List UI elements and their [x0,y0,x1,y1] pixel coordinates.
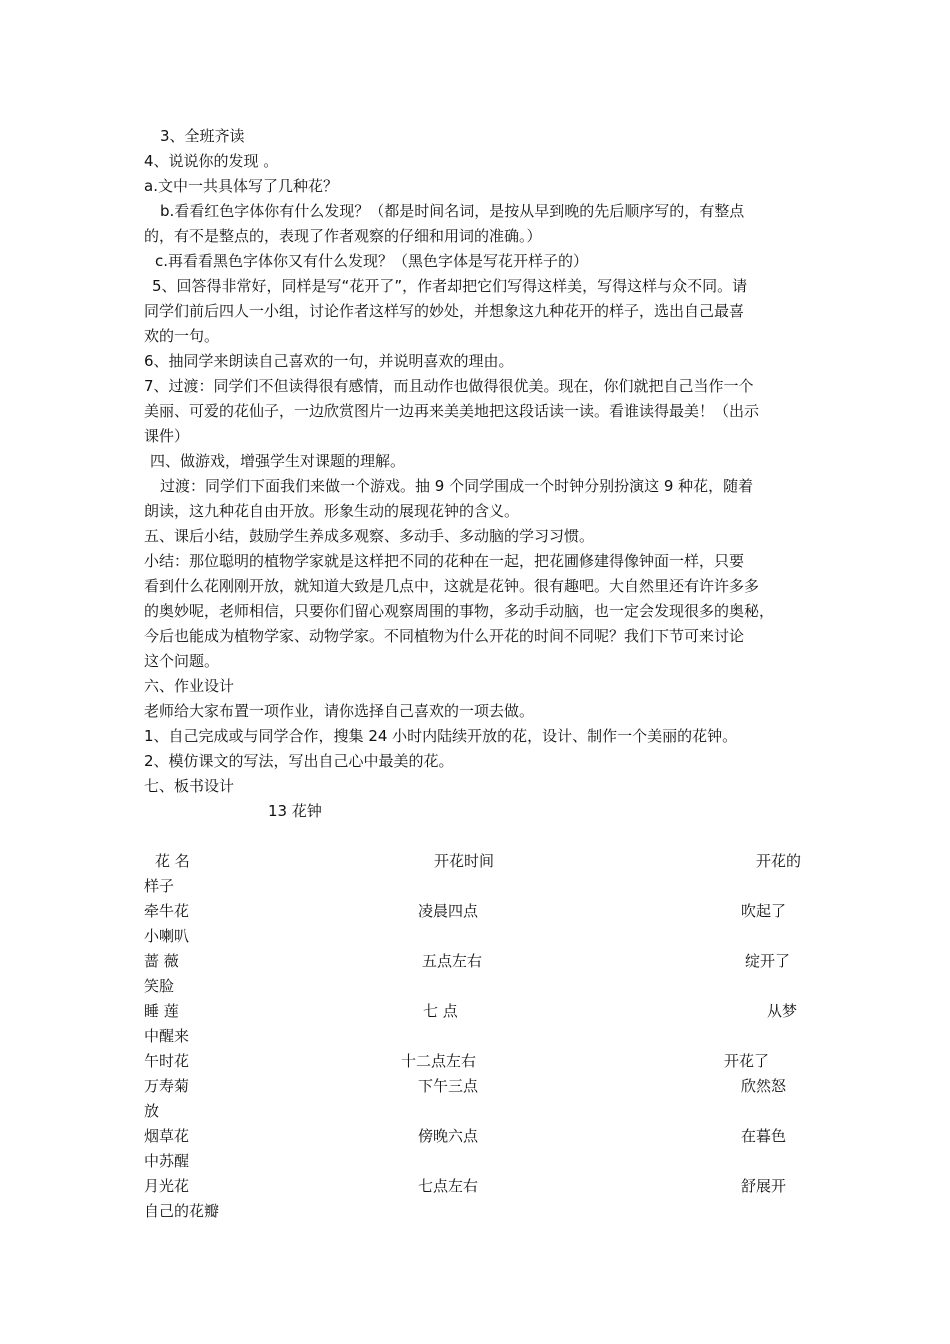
paragraph-line: 7、过渡：同学们不但读得很有感情，而且动作也做得很优美。现在，你们就把自己当作一个 [144,377,754,395]
paragraph-line: 这个问题。 [144,652,220,670]
board-row-time: 五点左右 [422,952,483,970]
paragraph-line: 老师给大家布置一项作业，请你选择自己喜欢的一项去做。 [144,702,535,720]
paragraph-line: 的奥妙呢，老师相信，只要你们留心观察周围的事物，多动手动脑，也一定会发现很多的奥秘， [144,602,775,620]
board-header-look: 开花的 [756,852,802,870]
section-heading: 六、作业设计 [144,677,235,695]
paragraph-line: 过渡：同学们下面我们来做一个游戏。抽 9 个同学围成一个时钟分别扮演这 9 种花，随着 [160,477,754,495]
board-row-look: 开花了 [724,1052,770,1070]
board-row-look: 欣然怒 [741,1077,787,1095]
board-row-look-cont: 笑脸 [144,977,175,995]
paragraph-line: 课件） [144,427,190,445]
paragraph-line: a.文中一共具体写了几种花？ [144,177,338,195]
board-title: 13 花钟 [268,802,322,820]
paragraph-line: 看到什么花刚刚开放，就知道大致是几点中，这就是花钟。很有趣吧。大自然里还有许许多多 [144,577,760,595]
board-row-time: 傍晚六点 [418,1127,479,1145]
board-row-look: 绽开了 [745,952,791,970]
board-row-name: 午时花 [144,1052,190,1070]
board-row-name: 蔷 薇 [144,952,179,970]
paragraph-line: c.再看看黑色字体你又有什么发现？（黑色字体是写花开样子的） [155,252,589,270]
paragraph-line: 欢的一句。 [144,327,220,345]
paragraph-line: 6、抽同学来朗读自己喜欢的一句，并说明喜欢的理由。 [144,352,514,370]
board-row-time: 七 点 [423,1002,458,1020]
paragraph-line: 今后也能成为植物学家、动物学家。不同植物为什么开花的时间不同呢？我们下节可来讨论 [144,627,745,645]
section-heading: 五、课后小结，鼓励学生养成多观察、多动手、多动脑的学习习惯。 [144,527,595,545]
paragraph-line: 同学们前后四人一小组，讨论作者这样写的妙处，并想象这九种花开的样子，选出自己最喜 [144,302,745,320]
paragraph-line: 2、模仿课文的写法，写出自己心中最美的花。 [144,752,454,770]
paragraph-line: 美丽、可爱的花仙子，一边欣赏图片一边再来美美地把这段话读一读。看谁读得最美！（出示 [144,402,760,420]
board-row-time: 下午三点 [418,1077,479,1095]
board-row-name: 牵牛花 [144,902,190,920]
board-header-look-cont: 样子 [144,877,175,895]
paragraph-line: 3、全班齐读 [160,127,245,145]
board-row-look-cont: 放 [144,1102,160,1120]
board-row-name: 万寿菊 [144,1077,190,1095]
board-row-look: 从梦 [767,1002,798,1020]
board-row-look-cont: 自己的花瓣 [144,1202,220,1220]
paragraph-line: 5、回答得非常好，同样是写“花开了”，作者却把它们写得这样美，写得这样与众不同。请 [152,277,748,295]
paragraph-line: 1、自己完成或与同学合作，搜集 24 小时内陆续开放的花，设计、制作一个美丽的花钟。 [144,727,738,745]
board-row-look: 吹起了 [741,902,787,920]
board-row-time: 七点左右 [418,1177,479,1195]
paragraph-line: b.看看红色字体你有什么发现？（都是时间名词，是按从早到晚的先后顺序写的，有整点 [160,202,745,220]
paragraph-line: 小结：那位聪明的植物学家就是这样把不同的花种在一起，把花圃修建得像钟面一样，只要 [144,552,745,570]
paragraph-line: 朗读，这九种花自由开放。形象生动的展现花钟的含义。 [144,502,520,520]
board-row-time: 凌晨四点 [418,902,479,920]
section-heading: 四、做游戏，增强学生对课题的理解。 [150,452,406,470]
board-row-name: 烟草花 [144,1127,190,1145]
section-heading: 七、板书设计 [144,777,235,795]
board-row-look: 在暮色 [741,1127,787,1145]
paragraph-line: 的，有不是整点的，表现了作者观察的仔细和用词的准确。） [144,227,542,245]
board-row-look-cont: 小喇叭 [144,927,190,945]
board-row-name: 睡 莲 [144,1002,179,1020]
board-row-look-cont: 中苏醒 [144,1152,190,1170]
board-row-time: 十二点左右 [401,1052,477,1070]
board-row-name: 月光花 [144,1177,190,1195]
paragraph-line: 4、说说你的发现 。 [144,152,279,170]
board-header-name: 花 名 [155,852,190,870]
board-row-look: 舒展开 [741,1177,787,1195]
board-header-time: 开花时间 [434,852,495,870]
board-row-look-cont: 中醒来 [144,1027,190,1045]
